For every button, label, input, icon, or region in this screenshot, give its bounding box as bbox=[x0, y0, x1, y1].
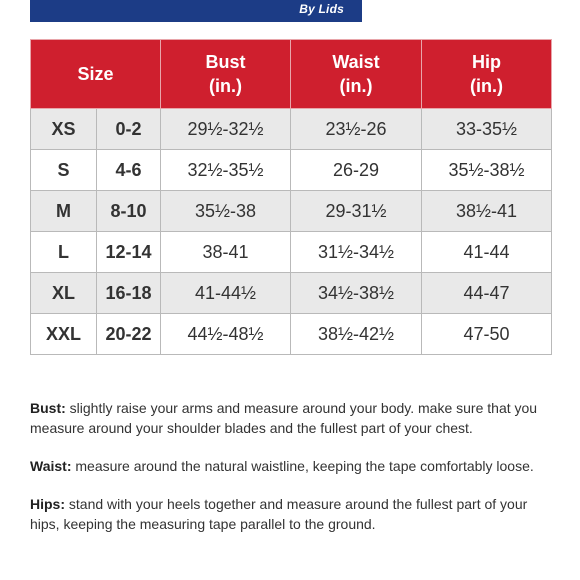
size-code-cell: L bbox=[31, 232, 97, 273]
size-number-cell: 0-2 bbox=[97, 109, 161, 150]
header-hip-unit: (in.) bbox=[470, 76, 503, 96]
bust-cell: 44½-48½ bbox=[161, 314, 291, 355]
header-waist bbox=[291, 40, 422, 109]
table-row bbox=[31, 232, 552, 273]
size-number-cell: 4-6 bbox=[97, 150, 161, 191]
waist-cell: 26-29 bbox=[291, 150, 422, 191]
table-row bbox=[31, 273, 552, 314]
size-chart-table bbox=[30, 39, 552, 355]
header-bust bbox=[161, 40, 291, 109]
bust-cell: 35½-38 bbox=[161, 191, 291, 232]
table-row bbox=[31, 109, 552, 150]
bust-note bbox=[30, 398, 560, 438]
hips-note-text: stand with your heels together and measure around the fullest part of your hips, keeping the measuring tape parallel to the ground. bbox=[30, 496, 528, 532]
measuring-notes bbox=[30, 398, 560, 552]
header-hip-label: Hip bbox=[472, 52, 501, 72]
table-row bbox=[31, 191, 552, 232]
size-number-cell: 12-14 bbox=[97, 232, 161, 273]
header-waist-label: Waist bbox=[332, 52, 380, 72]
size-code-cell: XS bbox=[31, 109, 97, 150]
hip-cell: 44-47 bbox=[422, 273, 552, 314]
size-code-cell: XL bbox=[31, 273, 97, 314]
hip-cell: 35½-38½ bbox=[422, 150, 552, 191]
brand-logo-text: By Lids bbox=[299, 2, 344, 16]
size-number-cell: 8-10 bbox=[97, 191, 161, 232]
waist-cell: 31½-34½ bbox=[291, 232, 422, 273]
waist-cell: 34½-38½ bbox=[291, 273, 422, 314]
waist-note bbox=[30, 456, 560, 476]
bust-cell: 38-41 bbox=[161, 232, 291, 273]
bust-cell: 41-44½ bbox=[161, 273, 291, 314]
header-row bbox=[31, 40, 552, 109]
header-size-label: Size bbox=[77, 64, 114, 84]
waist-note-text: measure around the natural waistline, keeping the tape comfortably loose. bbox=[71, 458, 534, 474]
hip-cell: 33-35½ bbox=[422, 109, 552, 150]
waist-cell: 38½-42½ bbox=[291, 314, 422, 355]
size-code-cell: XXL bbox=[31, 314, 97, 355]
brand-banner bbox=[30, 0, 362, 22]
header-bust-unit: (in.) bbox=[209, 76, 242, 96]
size-number-cell: 16-18 bbox=[97, 273, 161, 314]
header-size bbox=[31, 40, 161, 109]
waist-note-label: Waist: bbox=[30, 458, 72, 474]
hips-note bbox=[30, 494, 560, 534]
size-code-cell: S bbox=[31, 150, 97, 191]
bust-cell: 32½-35½ bbox=[161, 150, 291, 191]
bust-cell: 29½-32½ bbox=[161, 109, 291, 150]
header-waist-unit: (in.) bbox=[339, 76, 373, 96]
hips-note-label: Hips: bbox=[30, 496, 65, 512]
bust-note-text: slightly raise your arms and measure around your body. make sure that you measure around your shoulder blades and the fullest part of your chest. bbox=[30, 400, 538, 436]
header-bust-label: Bust bbox=[205, 52, 246, 72]
table-row bbox=[31, 150, 552, 191]
hip-cell: 47-50 bbox=[422, 314, 552, 355]
waist-cell: 29-31½ bbox=[291, 191, 422, 232]
size-number-cell: 20-22 bbox=[97, 314, 161, 355]
table-row bbox=[31, 314, 552, 355]
waist-cell: 23½-26 bbox=[291, 109, 422, 150]
bust-note-label: Bust: bbox=[30, 400, 66, 416]
header-hip bbox=[422, 40, 552, 109]
hip-cell: 38½-41 bbox=[422, 191, 552, 232]
hip-cell: 41-44 bbox=[422, 232, 552, 273]
size-code-cell: M bbox=[31, 191, 97, 232]
